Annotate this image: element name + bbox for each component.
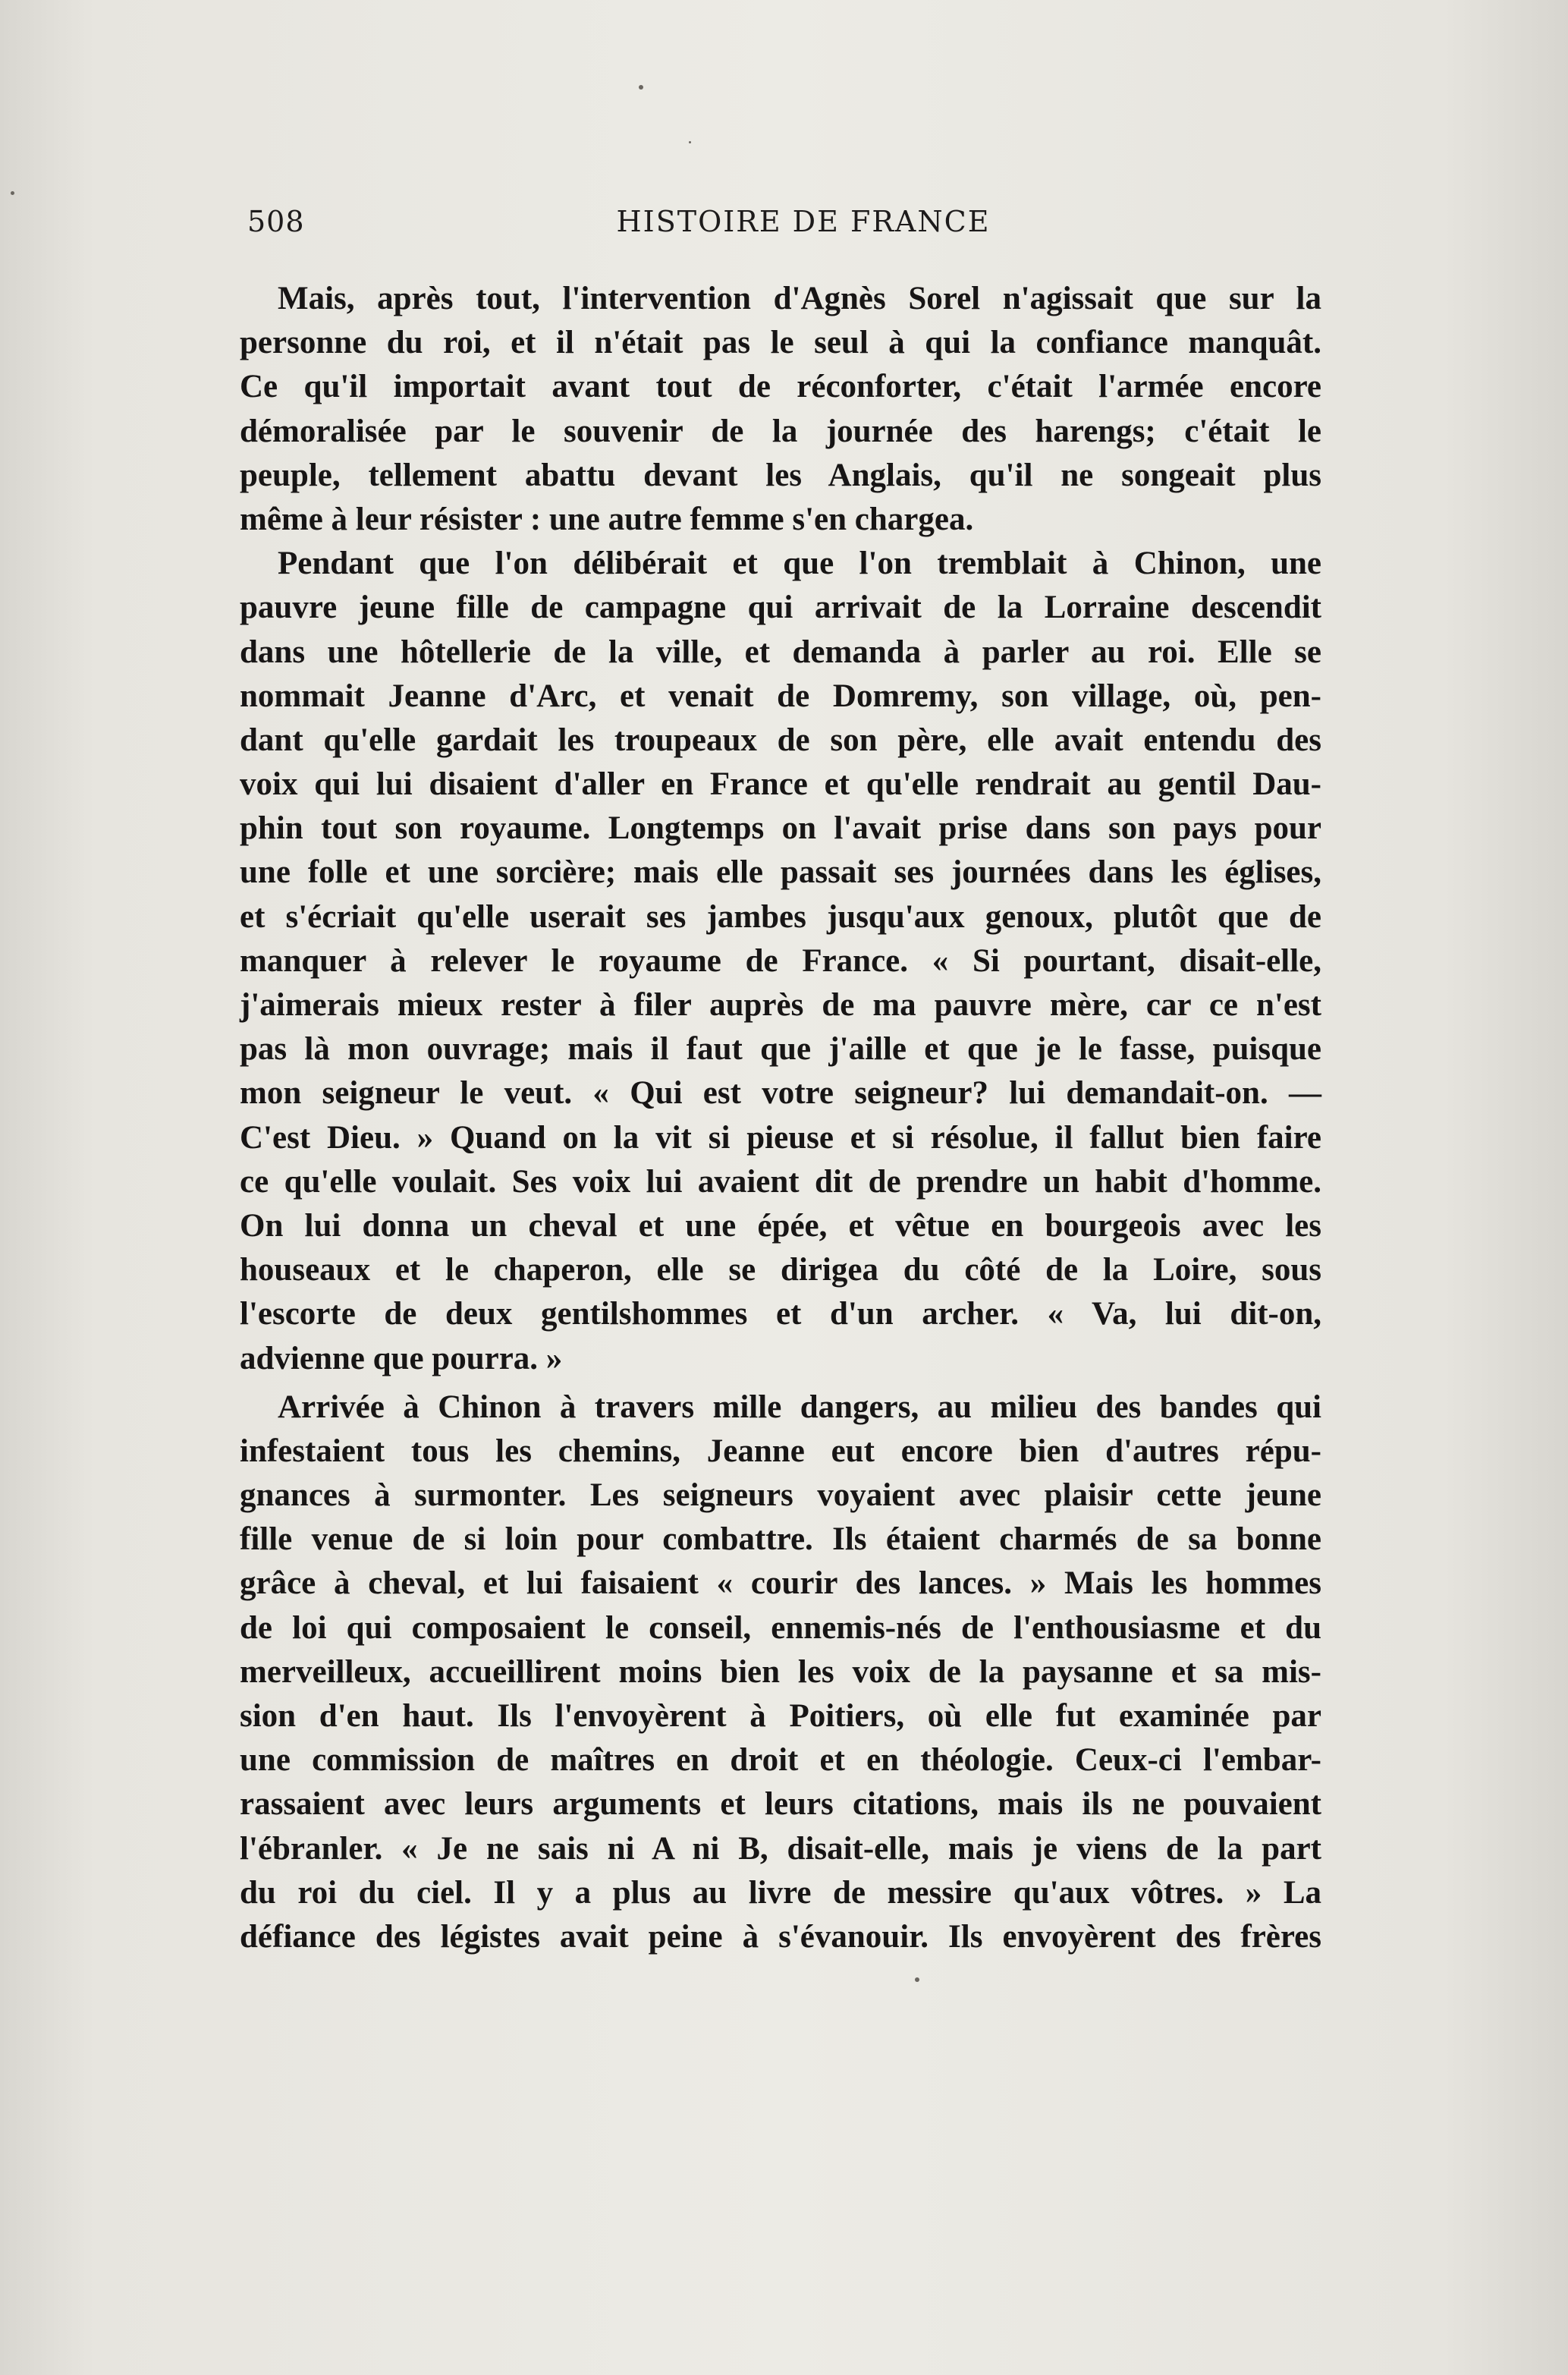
body-text — [240, 277, 1321, 1959]
text-line: voix qui lui disaient d'aller en France et qu'elle rendrait au gentil Dau- — [240, 766, 1321, 803]
text-line: de loi qui composaient le conseil, ennemis-nés de l'enthousiasme et du — [240, 1609, 1321, 1646]
text-line: gnances à surmonter. Les seigneurs voyaient avec plaisir cette jeune — [240, 1477, 1321, 1514]
text-line: pauvre jeune fille de campagne qui arrivait de la Lorraine descendit — [240, 590, 1321, 626]
text-line: l'escorte de deux gentilshommes et d'un archer. « Va, lui dit-on, — [240, 1296, 1321, 1332]
text-line: une commission de maîtres en droit et en théologie. Ceux-ci l'embar- — [240, 1742, 1321, 1779]
text-line: rassaient avec leurs arguments et leurs citations, mais ils ne pouvaient — [240, 1786, 1321, 1823]
text-line: ce qu'elle voulait. Ses voix lui avaient dit de prendre un habit d'homme. — [240, 1163, 1321, 1200]
text-line: et s'écriait qu'elle userait ses jambes jusqu'aux genoux, plutôt que de — [240, 898, 1321, 935]
text-line: merveilleux, accueillirent moins bien les voix de la paysanne et sa mis- — [240, 1653, 1321, 1690]
text-line: Mais, après tout, l'intervention d'Agnès Sorel n'agissait que sur la — [278, 281, 1321, 316]
text-line: sion d'en haut. Ils l'envoyèrent à Poitiers, où elle fut examinée par — [240, 1698, 1321, 1734]
text-line: dans une hôtellerie de la ville, et demanda à parler au roi. Elle se — [240, 634, 1321, 670]
text-line: démoralisée par le souvenir de la journée des harengs; c'était le — [240, 413, 1321, 449]
text-line: personne du roi, et il n'était pas le seul à qui la confiance manquât. — [240, 325, 1321, 361]
text-line: Pendant que l'on délibérait et que l'on tremblait à Chinon, une — [278, 546, 1321, 582]
text-line: fille venue de si loin pour combattre. Ils étaient charmés de sa bonne — [240, 1521, 1321, 1558]
text-line: défiance des légistes avait peine à s'évanouir. Ils envoyèrent des frères — [240, 1918, 1321, 1955]
text-line: advienne que pourra. » — [240, 1340, 563, 1376]
text-line: grâce à cheval, et lui faisaient « courir des lances. » Mais les hommes — [240, 1565, 1321, 1602]
text-line: On lui donna un cheval et une épée, et vêtue en bourgeois avec les — [240, 1207, 1321, 1244]
text-line: l'ébranler. « Je ne sais ni A ni B, disait-elle, mais je viens de la part — [240, 1830, 1321, 1867]
text-line: peuple, tellement abattu devant les Anglais, qu'il ne songeait plus — [240, 457, 1321, 493]
text-line: j'aimerais mieux rester à filer auprès de ma pauvre mère, car ce n'est — [240, 987, 1321, 1023]
text-line: houseaux et le chaperon, elle se dirigea du côté de la Loire, sous — [240, 1252, 1321, 1288]
text-line: phin tout son royaume. Longtemps on l'avait prise dans son pays pour — [240, 810, 1321, 847]
text-line: Ce qu'il importait avant tout de réconforter, c'était l'armée encore — [240, 369, 1321, 405]
running-title: HISTOIRE DE FRANCE — [616, 205, 991, 238]
text-line: du roi du ciel. Il y a plus au livre de messire qu'aux vôtres. » La — [240, 1874, 1321, 1911]
text-line: infestaient tous les chemins, Jeanne eut encore bien d'autres répu- — [240, 1433, 1321, 1469]
text-line: nommait Jeanne d'Arc, et venait de Domremy, son village, où, pen- — [240, 678, 1321, 714]
text-line: dant qu'elle gardait les troupeaux de son père, elle avait entendu des — [240, 722, 1321, 758]
page-header — [240, 205, 1321, 250]
text-line: une folle et une sorcière; mais elle passait ses journées dans les églises, — [240, 854, 1321, 891]
text-line: même à leur résister : une autre femme s'en chargea. — [240, 501, 974, 537]
text-line: C'est Dieu. » Quand on la vit si pieuse et si résolue, il fallut bien faire — [240, 1119, 1321, 1156]
text-line: pas là mon ouvrage; mais il faut que j'aille et que je le fasse, puisque — [240, 1031, 1321, 1068]
text-line: mon seigneur le veut. « Qui est votre seigneur? lui demandait-on. — — [240, 1075, 1321, 1112]
text-line: manquer à relever le royaume de France. « Si pourtant, disait-elle, — [240, 942, 1321, 979]
text-line: Arrivée à Chinon à travers mille dangers, au milieu des bandes qui — [278, 1389, 1321, 1425]
page-number: 508 — [247, 205, 305, 238]
